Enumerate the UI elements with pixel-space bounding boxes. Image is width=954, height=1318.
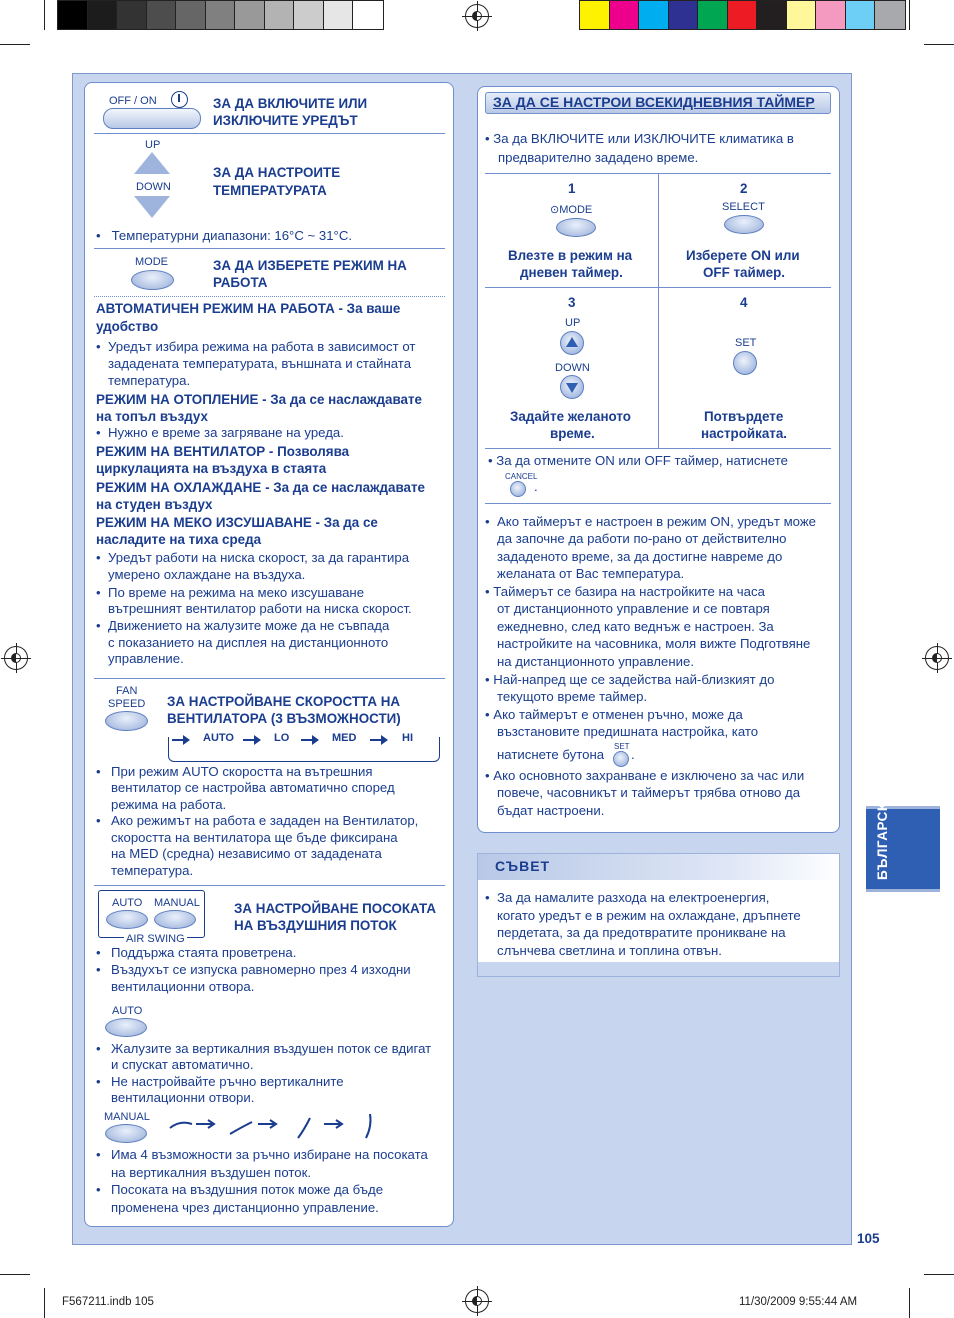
onoff-heading-1: ЗА ДА ВКЛЮЧИТЕ ИЛИ [213,96,368,111]
fan-speed-lo: LO [274,732,290,744]
crop-mark [924,1274,954,1275]
crop-mark [909,0,910,30]
heat-mode-title-2: на топъл въздух [96,409,208,424]
gray-swatch [147,1,177,29]
manual-swing-positions-icon [166,1112,378,1144]
step-4-number: 4 [740,295,748,310]
swing-auto-text: и спускат автоматично. [111,1057,254,1072]
air-swing-heading-2: НА ВЪЗДУШНИЯ ПОТОК [234,918,397,933]
cancel-button[interactable] [510,481,526,497]
arrow-right-icon [243,739,259,741]
divider [94,885,445,886]
mode-button[interactable] [131,270,174,290]
dry-text: По време на режима на меко изсушаване [108,585,365,600]
language-tab-label: БЪЛГАРСКИ [875,792,890,880]
color-swatch [816,1,846,29]
swing-auto-text: Не настройвайте ръчно вертикалните [111,1074,344,1089]
timer-note: зададеното време, за да достигне навреме до [497,549,783,564]
registration-mark-icon [4,646,28,670]
arrow-right-icon [172,739,188,741]
fan-speed-text: Ако режимът на работа е зададен на Вентилатор, [111,813,419,828]
swing-auto-label: AUTO [112,1005,143,1017]
dry-text: Уредът работи на ниска скорост, за да гарантира [108,550,410,565]
timer-note: • Най-напред ще се задейства най-близкият до [485,672,775,687]
timer-note: възстановите предишната настройка, като [497,724,759,739]
temp-range-bullet: • Температурни диапазони: 16°C ~ 31°C. [96,228,353,243]
dry-text: умерено охлаждане на въздуха. [108,567,306,582]
footer-file: F567211.indb 105 [62,1296,154,1308]
off-on-label: OFF / ON [109,95,157,107]
color-swatch [846,1,876,29]
dry-mode-title-1: РЕЖИМ НА МЕКО ИЗСУШАВАНЕ - За да се [96,515,378,530]
onoff-heading-2: ИЗКЛЮЧИТЕ УРЕДЪТ [213,113,358,128]
divider [94,248,445,249]
divider [94,678,445,679]
timer-note: да започне да работи по-рано от действително [497,531,787,546]
tip-text: пердетата, за да предотвратите проникване на [497,925,786,940]
tip-text: слънчева светлина и топлина отвън. [497,943,722,958]
timer-down-button[interactable] [560,375,584,399]
cancel-button-label: CANCEL [505,472,538,481]
timer-note: • Ако таймерът е отменен ръчно, може да [485,707,743,722]
air-swing-text: вентилационни отвора. [111,979,255,994]
timer-select-button[interactable] [724,215,764,234]
color-swatch [757,1,787,29]
step-1-number: 1 [568,181,576,196]
step-3-text: време. [550,426,595,441]
gray-swatch [324,1,354,29]
step-3-up-label: UP [565,317,581,329]
air-swing-manual-label: MANUAL [154,897,200,909]
gray-swatch [235,1,265,29]
temp-heading-1: ЗА ДА НАСТРОИТЕ [213,165,341,180]
air-swing-text: Въздухът се изпуска равномерно през 4 изходни [111,962,411,977]
dry-mode-title-2: насладите на тиха среда [96,532,262,547]
auto-mode-title-1: АВТОМАТИЧЕН РЕЖИМ НА РАБОТА - За ваше [96,301,401,316]
color-swatch [728,1,758,29]
up-button[interactable] [134,152,170,174]
gray-swatch [58,1,88,29]
gray-swatch [265,1,295,29]
timer-note: натиснете бутона [497,747,605,762]
arrow-right-icon [370,739,386,741]
heat-text: Нужно е време за загряване на уреда. [107,425,344,440]
up-label: UP [145,139,161,151]
timer-note: Ако таймерът е настроен в режим ON, уредът може [497,514,816,529]
gray-swatch [353,1,383,29]
mode-heading-2: РАБОТА [213,275,268,290]
color-swatch [610,1,640,29]
fan-speed-text: режима на работа. [111,797,227,812]
cancel-instruction-end: . [534,479,538,494]
timer-note: • Ако основното захранване е изключено за час или [485,768,805,783]
auto-mode-title-2: удобство [96,319,159,334]
air-swing-auto-label: AUTO [112,897,143,909]
timer-title: ЗА ДА СЕ НАСТРОИ ВСЕКИДНЕВНИЯ ТАЙМЕР [493,94,815,110]
power-icon [171,91,188,108]
auto-text: зададената температурата, външната и стайната [108,356,412,371]
tip-text: За да намалите разхода на електроенергия, [497,890,770,905]
step-2-number: 2 [740,181,748,196]
step-2-text: Изберете ON или [686,248,800,263]
gray-swatch [117,1,147,29]
tip-title: СЪВЕТ [495,858,551,874]
tip-text: когато уредът е в режим на охлаждане, дръпнете [497,908,801,923]
swing-manual-label: MANUAL [104,1111,150,1123]
timer-note: повече, часовникът и таймерът трябва отново да [497,785,801,800]
divider [94,296,445,297]
fan-speed-label: FAN [116,685,138,697]
temp-range-text: Температурни диапазони: 16°C ~ 31°C. [111,228,353,243]
timer-note: от дистанционното управление и се повтаря [497,601,770,616]
divider [658,174,659,448]
color-calibration-bar [579,0,906,30]
crop-mark [44,1288,45,1318]
temp-heading-2: ТЕМПЕРАТУРАТА [213,183,327,198]
dry-text: с показанието на дисплея на дистанционното [108,635,389,650]
footer-datetime: 11/30/2009 9:55:44 AM [739,1296,858,1308]
set-button-label: SET [614,742,630,751]
swing-manual-button[interactable] [105,1124,147,1143]
set-button-inline[interactable] [613,751,629,767]
down-label: DOWN [136,181,171,193]
mode-heading-1: ЗА ДА ИЗБЕРЕТЕ РЕЖИМ НА [213,258,407,273]
crop-mark [909,1288,910,1318]
auto-text: Уредът избира режима на работа в зависимост от [108,339,416,354]
crop-mark [924,44,954,45]
mode-label: MODE [135,256,168,268]
divider [485,503,831,504]
page-number: 105 [857,1231,880,1246]
swing-manual-text: на вертикалния въздушен поток. [111,1165,312,1180]
swing-auto-button[interactable] [105,1018,147,1037]
air-swing-caption: AIR SWING [126,933,185,945]
dry-text: вътрешният вентилатор работи на ниска скорост. [108,601,412,616]
color-swatch [787,1,817,29]
gray-swatch [294,1,324,29]
dry-text: Движението на жалузите може да не съвпада [108,618,390,633]
fan-speed-auto: AUTO [203,732,234,744]
swing-manual-text: Има 4 възможности за ръчно избиране на посоката [111,1147,428,1162]
step-1-button-label: ⊙MODE [550,204,593,216]
fan-speed-text: температура. [111,863,194,878]
fan-speed-heading-1: ЗА НАСТРОЙВАНЕ СКОРОСТТА НА [167,694,401,709]
timer-note: на дистанционното управление. [497,654,694,669]
fan-speed-button[interactable] [105,711,148,731]
fan-speed-text: вентилатор се настройва автоматично според [111,780,395,795]
color-swatch [580,1,610,29]
registration-mark-icon [925,646,949,670]
cancel-instruction: • За да отмените ON или OFF таймер, натиснете [488,453,788,468]
dry-text: управление. [108,651,184,666]
timer-up-button[interactable] [560,331,584,355]
timer-set-button[interactable] [733,351,757,375]
down-button[interactable] [134,196,170,218]
air-swing-text: Поддържа стаята проветрена. [111,945,297,960]
gray-swatch [206,1,236,29]
color-swatch [875,1,905,29]
fan-speed-text: на MED (средна) независимо от зададената [111,846,382,861]
tip-footer-band [478,962,839,976]
color-swatch [698,1,728,29]
timer-note: желаната от Вас температура. [497,566,685,581]
arrow-right-icon [301,739,317,741]
fan-speed-heading-2: ВЕНТИЛАТОРА (3 ВЪЗМОЖНОСТИ) [167,711,401,726]
timer-note: • Таймерът се базира на настройките на часа [485,584,765,599]
cool-mode-title-1: РЕЖИМ НА ОХЛАЖДАНЕ - За да се наслаждавате [96,480,425,495]
timer-note: текущото време таймер. [497,689,648,704]
crop-mark [44,0,45,30]
gray-swatch [176,1,206,29]
cool-mode-title-2: на студен въздух [96,497,213,512]
fan-speed-text: При режим AUTO скоростта на вътрешния [111,764,373,779]
step-2-text: OFF таймер. [703,265,785,280]
registration-mark-icon [465,4,489,28]
fan-speed-hi: HI [402,732,413,744]
fan-speed-label: SPEED [108,698,146,710]
air-swing-auto-button[interactable] [106,910,148,929]
timer-note: бъдат настроени. [497,803,605,818]
timer-intro: предварително зададено време. [498,150,699,165]
timer-note: настройките на часовника, моля вижте Подготвяне [497,636,811,651]
step-1-text: дневен таймер. [520,265,623,280]
auto-text: температура. [108,373,191,388]
timer-mode-button[interactable] [556,218,596,237]
registration-mark-icon [465,1289,489,1313]
step-3-number: 3 [568,295,576,310]
color-swatch [669,1,699,29]
timer-intro: • За да ВКЛЮЧИТЕ или ИЗКЛЮЧИТЕ климатика в [485,131,794,146]
air-swing-manual-button[interactable] [154,910,196,929]
divider [94,133,445,134]
color-swatch [639,1,669,29]
step-4-text: Потвърдете [704,409,784,424]
grayscale-calibration-bar [57,0,384,30]
swing-manual-text: променена чрез дистанционно управление. [111,1200,379,1215]
fan-speed-text: скоростта на вентилатора ще бъде фиксирана [111,830,398,845]
step-1-text: Влезте в режим на [508,248,633,263]
timer-note-end: . [631,747,635,762]
fan-mode-title-1: РЕЖИМ НА ВЕНТИЛАТОР - Позволява [96,444,350,459]
heat-mode-title-1: РЕЖИМ НА ОТОПЛЕНИЕ - За да се наслаждавате [96,392,423,407]
air-swing-heading-1: ЗА НАСТРОЙВАНЕ ПОСОКАТА [234,901,437,916]
fan-mode-title-2: циркулацията на въздуха в стаята [96,461,327,476]
step-4-text: настройката. [701,426,788,441]
crop-mark [0,1274,30,1275]
swing-auto-text: вентилационни отвори. [111,1090,255,1105]
swing-auto-text: Жалузите за вертикалния въздушен поток се вдигат [111,1041,432,1056]
crop-mark [0,44,30,45]
step-2-button-label: SELECT [722,201,765,213]
step-3-text: Задайте желаното [510,409,631,424]
fan-speed-med: MED [332,732,357,744]
timer-note: ежедневно, след като веднъж е настроен. За [497,619,774,634]
off-on-button[interactable] [103,108,201,129]
swing-manual-text: Посоката на въздушния поток може да бъде [111,1182,384,1197]
gray-swatch [88,1,118,29]
step-4-button-label: SET [735,337,757,349]
step-3-down-label: DOWN [555,362,590,374]
divider [485,448,831,449]
